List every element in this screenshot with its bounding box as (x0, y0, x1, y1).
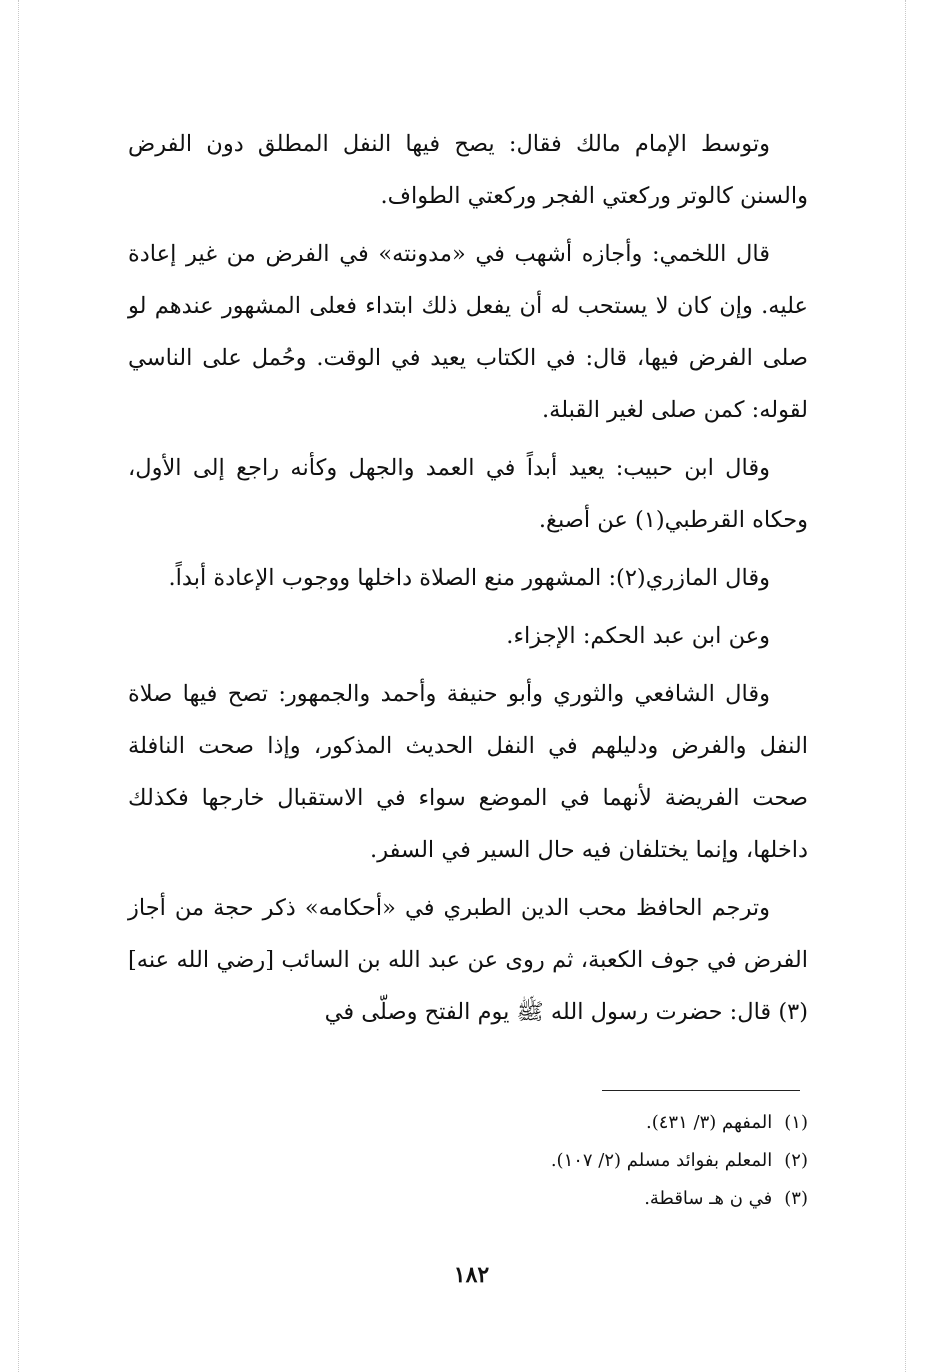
paragraph-malik: وتوسط الإمام مالك فقال: يصح فيها النفل المطلق دون الفرض والسنن كالوتر وركعتي الفجر وركعتي الطواف. (128, 131, 808, 209)
footnote-text: المفهم (٣/ ٤٣١). (646, 1112, 773, 1133)
paragraph-ibn-abd-al-hakam: وعن ابن عبد الحكم: الإجزاء. (506, 623, 770, 649)
scan-margin-line-right (905, 0, 907, 1372)
scan-margin-line-left (18, 0, 20, 1372)
paragraph-lakhmi: قال اللخمي: وأجازه أشهب في «مدونته» في الفرض من غير إعادة عليه. وإن كان لا يستحب له أن يفعل ذلك ابتداء فعلى المشهور عندهم لو صلى الفرض فيها، قال: في الكتاب يعيد في الوقت. وحُمل على الناسي لقوله: كمن صلى لغير القبلة. (128, 241, 808, 423)
main-text (128, 118, 808, 1038)
page-number: ١٨٢ (453, 1262, 490, 1288)
footnote-item (128, 1104, 808, 1142)
footnote-text: في ن هـ ساقطة. (644, 1188, 773, 1209)
paragraph-shafii: وقال الشافعي والثوري وأبو حنيفة وأحمد والجمهور: تصح فيها صلاة النفل والفرض ودليلهم في النفل الحديث المذكور، وإذا صحت النافلة صحت الفريضة لأنهما في الموضع سواء في الاستقبال خارجها فكذلك داخلها، وإنما يختلفان فيه حال السير في السفر. (128, 681, 808, 863)
footnote-number: (١) (784, 1112, 808, 1133)
footnote-text: المعلم بفوائد مسلم (٢/ ١٠٧). (550, 1150, 773, 1171)
footnote-number: (٢) (784, 1150, 808, 1171)
footnote-item (128, 1142, 808, 1180)
paragraph-ibn-habib: وقال ابن حبيب: يعيد أبداً في العمد والجهل وكأنه راجع إلى الأول، وحكاه القرطبي(١) عن أصبغ. (128, 455, 808, 533)
paragraph-tabari: وترجم الحافظ محب الدين الطبري في «أحكامه» ذكر حجة من أجاز الفرض في جوف الكعبة، ثم روى عن عبد الله بن السائب [رضي الله عنه](٣) قال: حضرت رسول الله ﷺ يوم الفتح وصلّى في (128, 895, 808, 1025)
footnotes (128, 1104, 808, 1218)
footnote-separator (602, 1090, 800, 1091)
footnote-number: (٣) (784, 1188, 808, 1209)
footnote-item (128, 1180, 808, 1218)
paragraph-mazari: وقال المازري(٢): المشهور منع الصلاة داخلها ووجوب الإعادة أبداً. (168, 565, 770, 591)
